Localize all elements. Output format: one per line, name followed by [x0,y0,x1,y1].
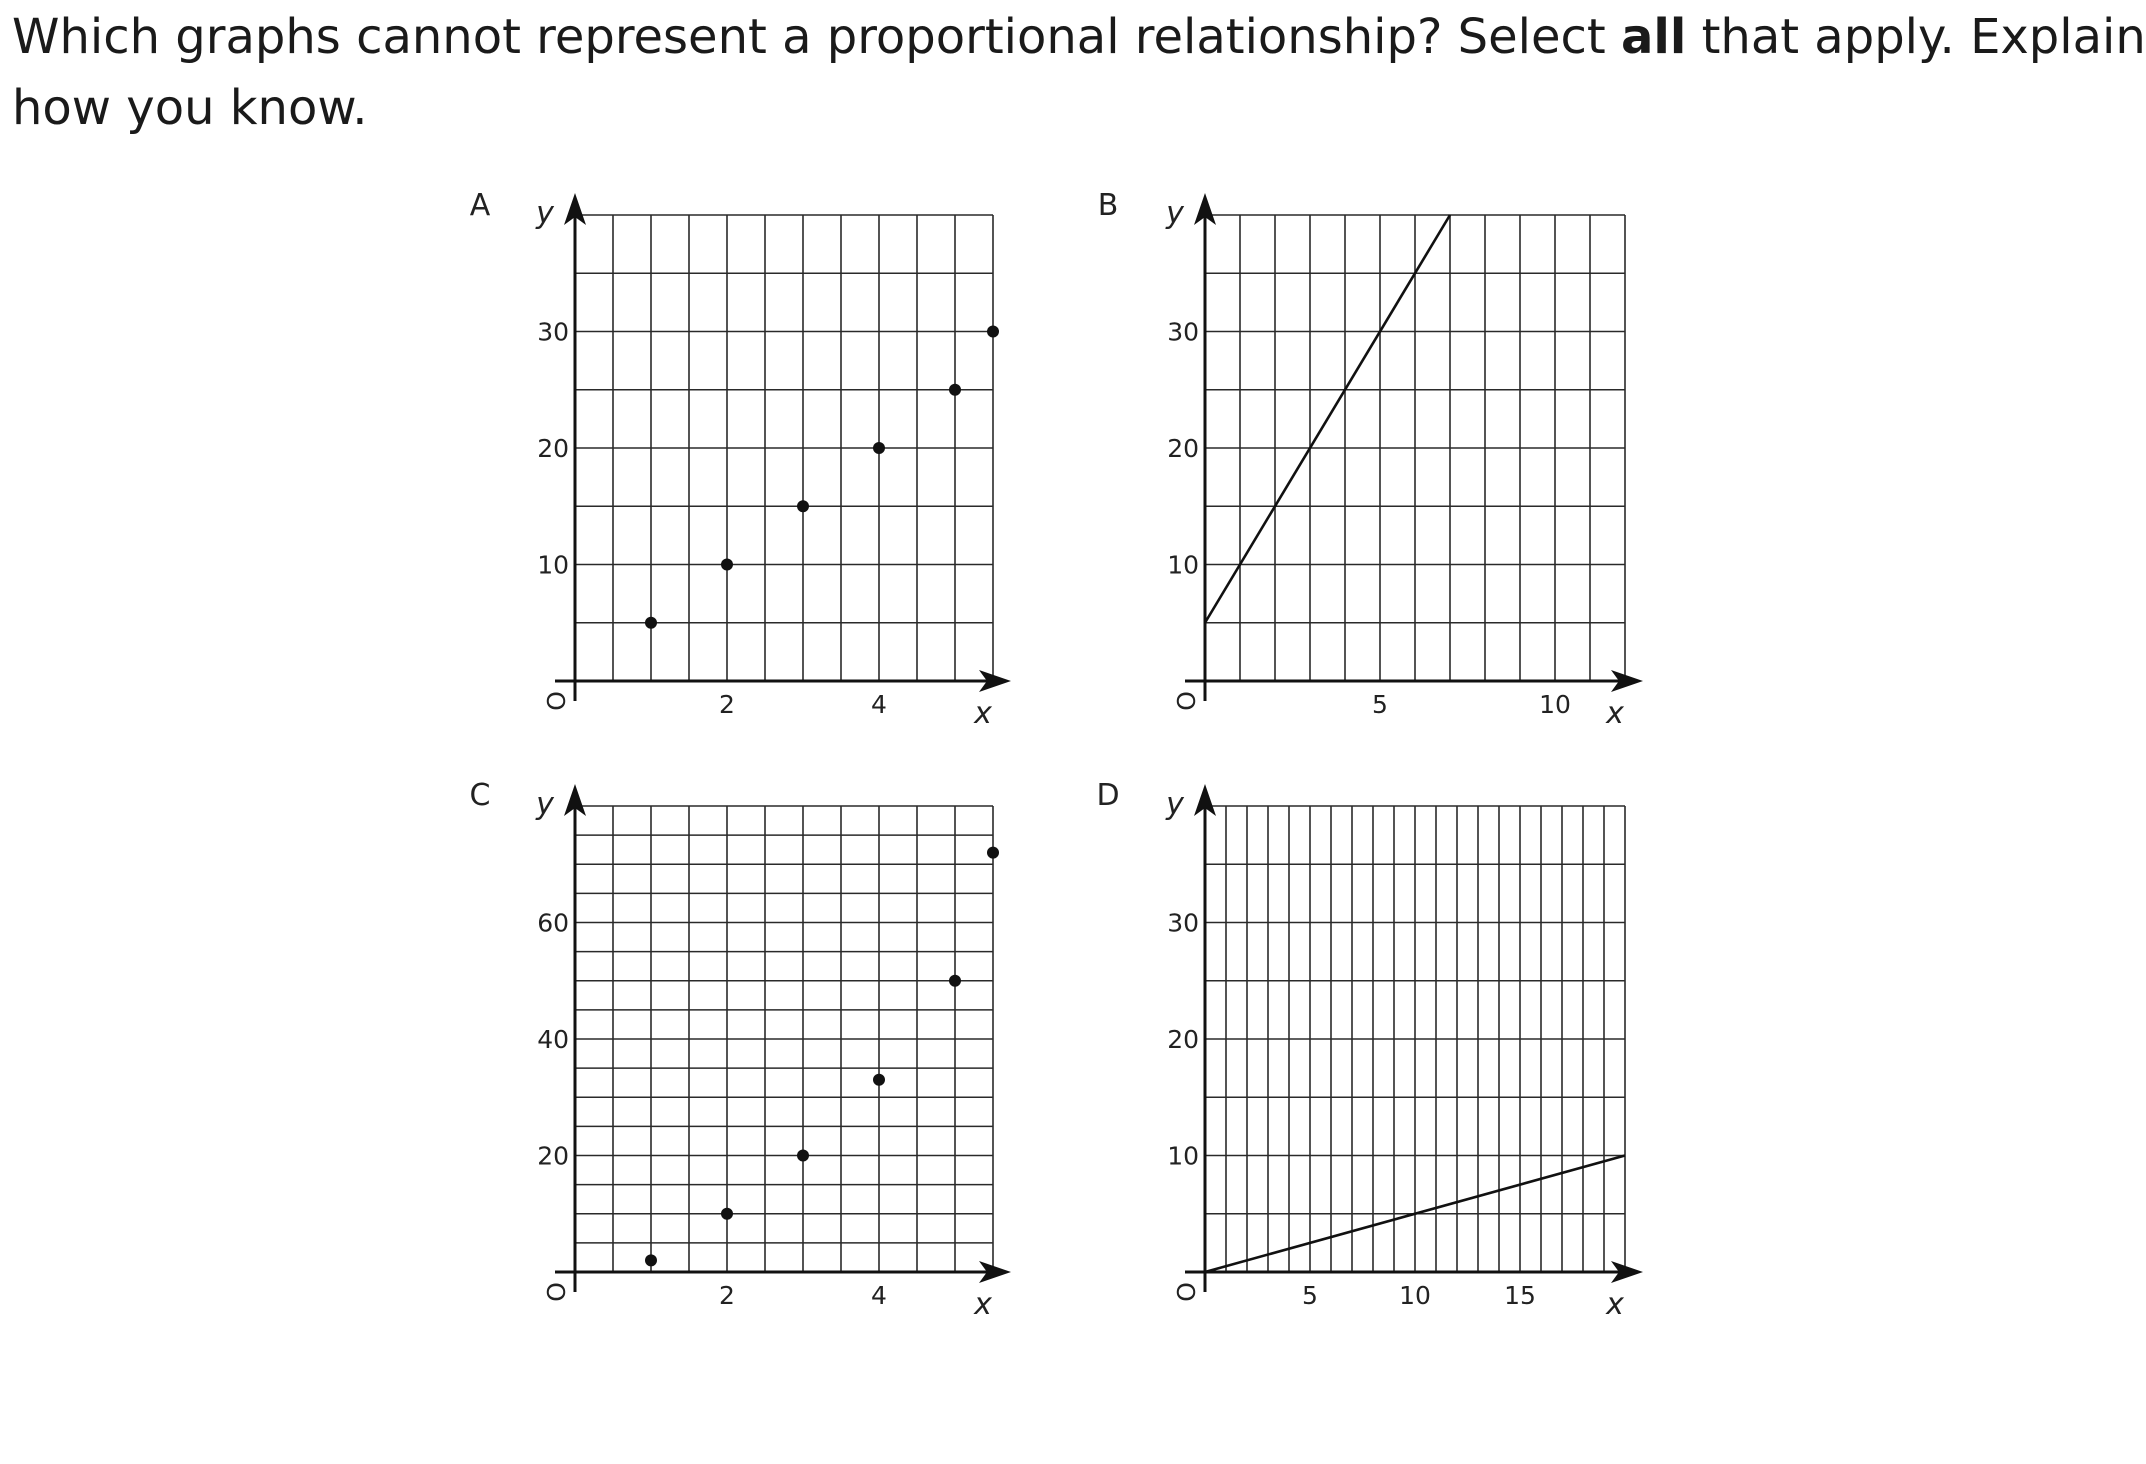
graph-d [1096,778,1643,1322]
question-line-2: how you know. [12,80,368,136]
data-point [949,384,961,396]
y-tick-label: 20 [1167,434,1199,463]
data-point [797,1150,809,1162]
x-axis-label: x [1606,1287,1624,1322]
x-axis-label: x [1606,696,1624,731]
data-point [987,847,999,859]
y-tick-label: 30 [1167,908,1199,938]
data-point [721,559,733,571]
y-tick-label: 30 [537,317,569,347]
y-tick-label: 10 [1167,550,1199,580]
graph-a [470,188,1011,731]
y-axis-label: y [1166,787,1184,822]
y-tick-label: 10 [537,550,569,580]
question-text-start: Which graphs cannot represent a proportional relationship? Select [12,9,1622,65]
graph-label: B [1097,188,1119,223]
y-tick-label: 20 [537,434,569,463]
x-tick-label: 10 [1399,1281,1431,1310]
x-tick-label: 4 [871,690,887,719]
y-tick-label: 20 [1167,1025,1199,1054]
y-tick-label: 40 [537,1025,569,1054]
data-point [645,1254,657,1266]
graph-b [1098,188,1643,731]
x-tick-label: 10 [1539,690,1571,719]
origin-label: O [541,691,570,711]
y-axis-label: y [536,787,554,822]
x-tick-label: 4 [871,1281,887,1310]
y-tick-label: 60 [537,908,569,938]
data-point [949,975,961,987]
data-point [797,500,809,512]
x-axis-label: x [974,1287,992,1322]
x-axis-label: x [974,696,992,731]
x-tick-label: 5 [1302,1281,1318,1310]
graph-label: A [469,188,491,223]
data-point [987,326,999,338]
data-line [1205,215,1450,623]
origin-label: O [541,1282,570,1302]
graph-label: C [469,778,491,813]
y-axis-label: y [1166,196,1184,231]
x-tick-label: 5 [1372,690,1388,719]
data-point [645,617,657,629]
data-point [873,442,885,454]
y-tick-label: 20 [537,1141,569,1171]
y-tick-label: 30 [1167,317,1199,347]
y-axis-label: y [536,196,554,231]
data-point [873,1074,885,1086]
graph-c [470,778,1011,1322]
y-tick-label: 10 [1167,1141,1199,1171]
graph-label: D [1096,778,1120,813]
x-tick-label: 2 [719,690,735,719]
x-tick-label: 15 [1504,1281,1536,1310]
origin-label: O [1171,691,1200,711]
origin-label: O [1171,1282,1200,1302]
question-emphasis: all [1621,9,1687,65]
question-text-end: that apply. Explain [1686,9,2146,65]
x-tick-label: 2 [719,1281,735,1310]
data-point [721,1208,733,1220]
